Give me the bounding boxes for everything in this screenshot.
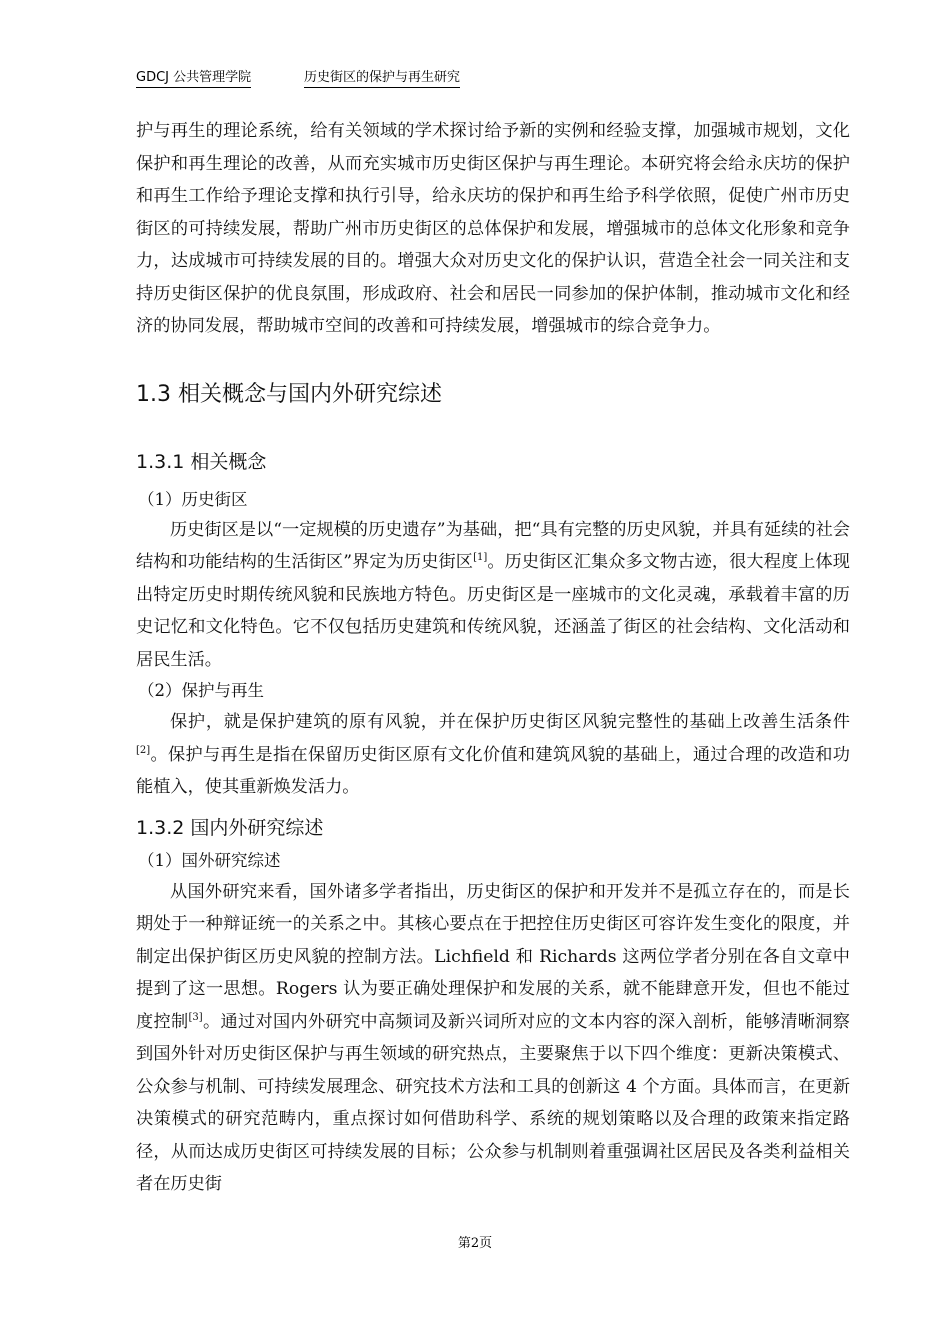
paragraph-historic-district <box>136 514 850 677</box>
section-heading-1-3-2: 1.3.2 国内外研究综述 <box>136 816 324 839</box>
item-label-historic-district: （1）历史街区 <box>138 489 248 509</box>
paragraph-text: 历史街区是以“一定规模的历史遗存”为基础，把“具有完整的历史风貌，并具有延续的社会结构和功能结构的生活街区”界定为历史街区 <box>136 519 850 572</box>
paragraph-text: 。通过对国内外研究中高频词及新兴词所对应的文本内容的深入剖析，能够清晰洞察到国外针对历史街区保护与再生领域的研究热点，主要聚焦于以下四个维度：更新决策模式、公众参与机制、可持续发展理念、研究技术方法和工具的创新这 4 个方面。具体而言，在更新决策模式的研究范畴内，重点探讨如何借助科学、系统的规划策略以及合理的政策来指定路径，从而达成历史街区可持续发展的目标；公众参与机制则着重强调社区居民及各类利益相关者在历史街 <box>136 1011 850 1194</box>
paragraph-text: 。保护与再生是指在保留历史街区原有文化价值和建筑风貌的基础上，通过合理的改造和功能植入，使其重新焕发活力。 <box>136 744 850 797</box>
citation-ref-3: [3] <box>188 1011 203 1023</box>
section-heading-1-3-1: 1.3.1 相关概念 <box>136 450 267 473</box>
page-header <box>136 66 848 88</box>
paragraph-foreign-research <box>136 876 850 1201</box>
paragraph-text: 保护，就是保护建筑的原有风貌，并在保护历史街区风貌完整性的基础上改善生活条件 <box>170 712 850 732</box>
item-label-protection-regeneration: （2）保护与再生 <box>138 681 264 700</box>
paragraph-text: 。历史街区汇集众多文物古迹，很大程度上体现出特定历史时期传统风貌和民族地方特色。历史街区是一座城市的文化灵魂，承载着丰富的历史记忆和文化特色。它不仅包括历史建筑和传统风貌，还涵盖了街区的社会结构、文化活动和居民生活。 <box>136 552 850 670</box>
page-number: 第2页 <box>457 1236 493 1251</box>
citation-ref-1: [1] <box>473 552 488 563</box>
header-institution: GDCJ 公共管理学院 <box>136 66 251 88</box>
paragraph-protection-regeneration <box>136 706 850 804</box>
item-label-foreign-research: （1）国外研究综述 <box>138 850 281 870</box>
paragraph-text: 从国外研究来看，国外诸多学者指出，历史街区的保护和开发并不是孤立存在的，而是长期处于一种辩证统一的关系之中。其核心要点在于把控住历史街区可容许发生变化的限度，并制定出保护街区历史风貌的控制方法。Lichfield 和 Richards 这两位学者分别在各自文章中提到了这一思想。Rogers 认为要正确处理保护和发展的关系，就不能肆意开发，但也不能过度控制 <box>136 881 850 1032</box>
intro-paragraph: 护与再生的理论系统，给有关领域的学术探讨给予新的实例和经验支撑，加强城市规划，文化保护和再生理论的改善，从而充实城市历史街区保护与再生理论。本研究将会给永庆坊的保护和再生工作给予理论支撑和执行引导，给永庆坊的保护和再生给予科学依照，促使广州市历史街区的可持续发展，帮助广州市历史街区的总体保护和发展，增强城市的总体文化形象和竞争力，达成城市可持续发展的目的。增强大众对历史文化的保护认识，营造全社会一同关注和支持历史街区保护的优良氛围，形成政府、社会和居民一同参加的保护体制，推动城市文化和经济的协同发展，帮助城市空间的改善和可持续发展，增强城市的综合竞争力。 <box>136 121 850 336</box>
document-body <box>136 115 850 1201</box>
section-heading-1-3: 1.3 相关概念与国内外研究综述 <box>136 381 442 407</box>
header-title: 历史街区的保护与再生研究 <box>304 66 460 88</box>
citation-ref-2: [2] <box>136 744 151 756</box>
